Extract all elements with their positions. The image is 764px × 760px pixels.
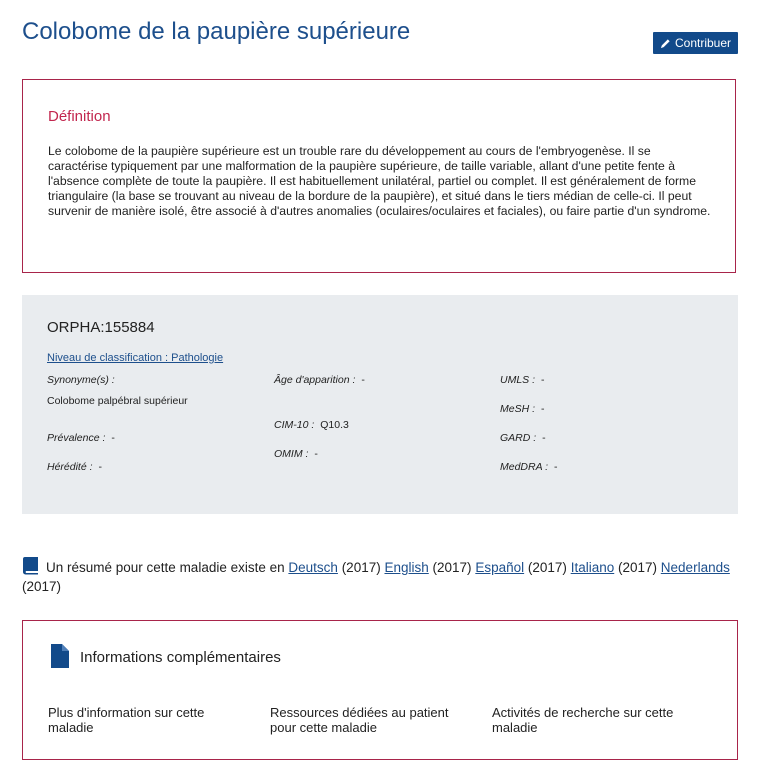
lang-year: (2017) [432, 560, 472, 575]
meddra-value: - [554, 461, 558, 473]
more-info-link[interactable]: Plus d'information sur cette maladie [48, 705, 205, 735]
icd10-label: CIM-10 : [274, 419, 315, 431]
umls-value: - [541, 374, 545, 386]
complementary-info-box [22, 620, 738, 760]
meddra-label: MedDRA : [500, 461, 549, 473]
mesh-label: MeSH : [500, 403, 536, 415]
page-title: Colobome de la paupière supérieure [22, 18, 411, 45]
umls-label: UMLS : [500, 374, 536, 386]
lang-year: (2017) [341, 560, 381, 575]
definition-box [22, 79, 736, 273]
icd10-value: Q10.3 [320, 419, 349, 431]
heredity-label: Hérédité : [47, 461, 93, 473]
heredity-field [47, 461, 102, 473]
prevalence-label: Prévalence : [47, 432, 106, 444]
mesh-field [500, 403, 545, 415]
lang-link-espanol[interactable]: Español [475, 560, 525, 575]
gard-value: - [542, 432, 546, 444]
definition-text: Le colobome de la paupière supérieure est un trouble rare du développement au cours de l'embryogenèse. Il se caractérise typiquement par une malformation de la paupière supérieure, de taille variable, allant d'une petite fente à l'absence complète de toute la paupière. Il est habituellement unilatéral, partiel ou complet. Il est généralement de forme triangulaire (la base se trouvant au niveau de la bordure de la paupière), et situé dans le tiers médian de celle-ci. Il peut survenir de manière isolé, être associé à d'autres anomalies (oculaires/oculaires et faciales), ou faire partie d'un syndrome. [48, 144, 711, 218]
disease-info-panel [22, 295, 738, 514]
orpha-code: ORPHA:155884 [47, 319, 155, 336]
summary-languages [22, 556, 738, 595]
lang-link-deutsch[interactable]: Deutsch [288, 560, 338, 575]
prevalence-field [47, 432, 115, 444]
omim-value: - [314, 448, 318, 460]
umls-field [500, 374, 545, 386]
summary-intro: Un résumé pour cette maladie existe en [46, 560, 285, 575]
contribute-button[interactable] [653, 32, 738, 54]
patient-resources-link[interactable]: Ressources dédiées au patient pour cette maladie [270, 705, 449, 735]
synonyms-label: Synonyme(s) : [47, 374, 115, 386]
definition-heading: Définition [48, 108, 111, 125]
synonym-value: Colobome palpébral supérieur [47, 395, 188, 407]
complementary-title: Informations complémentaires [80, 649, 281, 666]
lang-link-english[interactable]: English [384, 560, 429, 575]
pencil-icon [660, 38, 671, 49]
heredity-value: - [98, 461, 103, 473]
gard-field [500, 432, 546, 444]
omim-label: OMIM : [274, 448, 309, 460]
contribute-label: Contribuer [674, 36, 732, 50]
lang-link-italiano[interactable]: Italiano [570, 560, 615, 575]
gard-label: GARD : [500, 432, 537, 444]
icd10-field [274, 419, 349, 431]
synonyms-field [47, 374, 115, 386]
meddra-field [500, 461, 558, 473]
lang-year: (2017) [618, 560, 658, 575]
classification-link[interactable]: Niveau de classification : Pathologie [47, 352, 224, 364]
document-icon [51, 644, 69, 673]
onset-label: Âge d'apparition : [274, 374, 356, 386]
research-activities-link[interactable]: Activités de recherche sur cette maladie [492, 705, 674, 735]
prevalence-value: - [111, 432, 115, 444]
mesh-value: - [541, 403, 545, 415]
lang-year: (2017) [22, 579, 62, 594]
book-icon [22, 556, 40, 579]
onset-field [274, 374, 365, 386]
onset-value: - [361, 374, 365, 386]
lang-link-nederlands[interactable]: Nederlands [660, 560, 730, 575]
omim-field [274, 448, 318, 460]
lang-year: (2017) [527, 560, 567, 575]
